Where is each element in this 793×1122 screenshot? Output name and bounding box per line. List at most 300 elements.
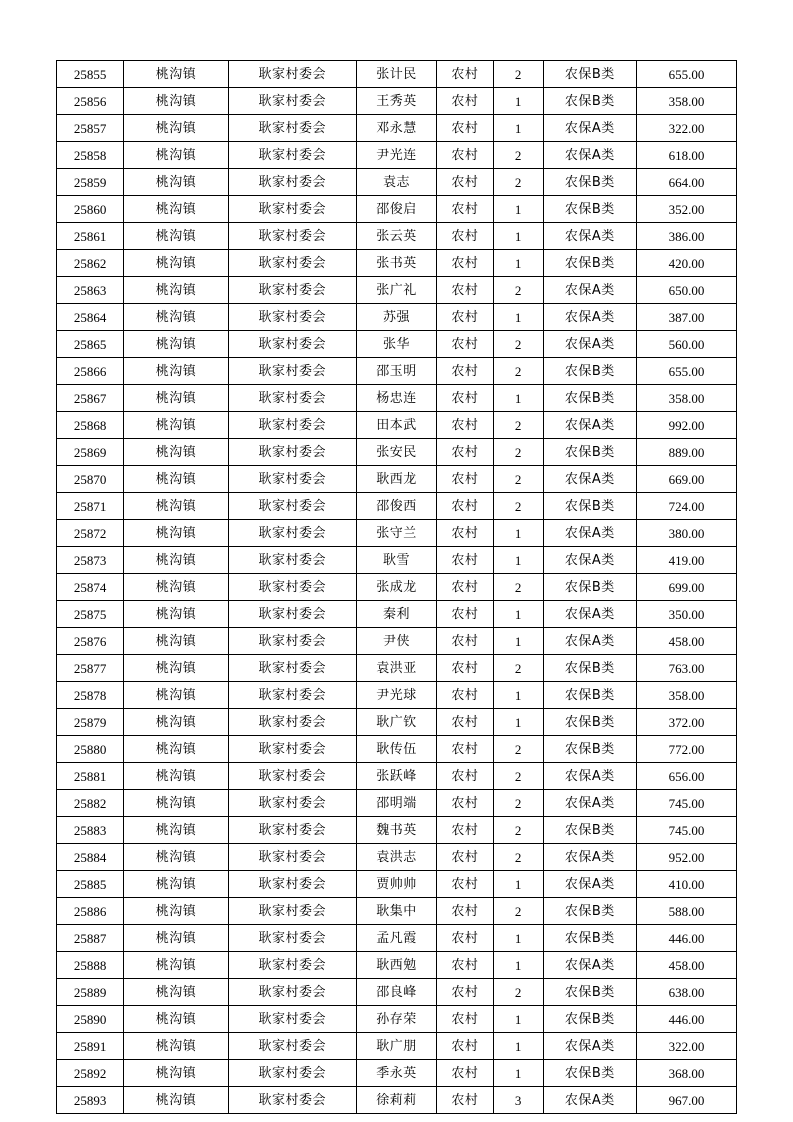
cell-id: 25873 [57,547,124,574]
cell-person-count: 2 [493,61,543,88]
cell-town: 桃沟镇 [124,304,228,331]
cell-category: 农保A类 [543,763,636,790]
cell-category: 农保B类 [543,574,636,601]
table-row [57,223,737,250]
table-row [57,709,737,736]
cell-category: 农保B类 [543,250,636,277]
table-row [57,925,737,952]
cell-household-type: 农村 [437,223,493,250]
cell-village: 耿家村委会 [228,277,356,304]
cell-person-count: 1 [493,223,543,250]
cell-town: 桃沟镇 [124,817,228,844]
cell-category: 农保B类 [543,385,636,412]
table-row [57,817,737,844]
cell-village: 耿家村委会 [228,574,356,601]
cell-id: 25865 [57,331,124,358]
table-row [57,1006,737,1033]
cell-person-count: 1 [493,871,543,898]
cell-name: 孙存荣 [356,1006,436,1033]
cell-village: 耿家村委会 [228,223,356,250]
cell-category: 农保B类 [543,196,636,223]
cell-person-count: 2 [493,358,543,385]
cell-person-count: 1 [493,88,543,115]
cell-amount: 368.00 [637,1060,737,1087]
cell-amount: 992.00 [637,412,737,439]
cell-id: 25879 [57,709,124,736]
cell-town: 桃沟镇 [124,952,228,979]
cell-name: 耿雪 [356,547,436,574]
cell-village: 耿家村委会 [228,817,356,844]
cell-town: 桃沟镇 [124,439,228,466]
cell-name: 邵明端 [356,790,436,817]
table-row [57,439,737,466]
cell-household-type: 农村 [437,844,493,871]
cell-household-type: 农村 [437,1060,493,1087]
cell-town: 桃沟镇 [124,61,228,88]
cell-household-type: 农村 [437,304,493,331]
cell-village: 耿家村委会 [228,466,356,493]
table-row [57,979,737,1006]
cell-category: 农保A类 [543,115,636,142]
cell-amount: 967.00 [637,1087,737,1114]
cell-town: 桃沟镇 [124,1033,228,1060]
cell-id: 25861 [57,223,124,250]
cell-id: 25881 [57,763,124,790]
cell-name: 耿西龙 [356,466,436,493]
cell-category: 农保B类 [543,169,636,196]
cell-person-count: 2 [493,844,543,871]
cell-amount: 560.00 [637,331,737,358]
cell-name: 魏书英 [356,817,436,844]
table-row [57,871,737,898]
cell-town: 桃沟镇 [124,979,228,1006]
cell-person-count: 2 [493,412,543,439]
cell-amount: 372.00 [637,709,737,736]
table-row [57,952,737,979]
cell-name: 邵俊启 [356,196,436,223]
cell-household-type: 农村 [437,574,493,601]
cell-town: 桃沟镇 [124,763,228,790]
cell-household-type: 农村 [437,277,493,304]
cell-category: 农保B类 [543,682,636,709]
cell-town: 桃沟镇 [124,142,228,169]
cell-village: 耿家村委会 [228,88,356,115]
cell-village: 耿家村委会 [228,304,356,331]
cell-amount: 745.00 [637,790,737,817]
cell-person-count: 2 [493,790,543,817]
cell-id: 25867 [57,385,124,412]
cell-id: 25886 [57,898,124,925]
cell-category: 农保B类 [543,898,636,925]
cell-village: 耿家村委会 [228,709,356,736]
cell-id: 25855 [57,61,124,88]
cell-amount: 650.00 [637,277,737,304]
cell-name: 徐莉莉 [356,1087,436,1114]
cell-village: 耿家村委会 [228,1033,356,1060]
cell-category: 农保A类 [543,844,636,871]
cell-household-type: 农村 [437,358,493,385]
cell-village: 耿家村委会 [228,115,356,142]
cell-town: 桃沟镇 [124,628,228,655]
cell-person-count: 2 [493,655,543,682]
cell-household-type: 农村 [437,412,493,439]
cell-category: 农保B类 [543,709,636,736]
cell-category: 农保B类 [543,358,636,385]
cell-person-count: 1 [493,304,543,331]
cell-village: 耿家村委会 [228,142,356,169]
cell-village: 耿家村委会 [228,655,356,682]
cell-person-count: 1 [493,925,543,952]
cell-name: 秦利 [356,601,436,628]
cell-id: 25878 [57,682,124,709]
cell-amount: 458.00 [637,628,737,655]
cell-person-count: 1 [493,952,543,979]
cell-amount: 419.00 [637,547,737,574]
cell-id: 25882 [57,790,124,817]
cell-id: 25871 [57,493,124,520]
cell-category: 农保B类 [543,61,636,88]
cell-name: 邵俊西 [356,493,436,520]
cell-amount: 458.00 [637,952,737,979]
cell-village: 耿家村委会 [228,1087,356,1114]
cell-town: 桃沟镇 [124,223,228,250]
table-row [57,385,737,412]
cell-household-type: 农村 [437,61,493,88]
cell-name: 张云英 [356,223,436,250]
cell-person-count: 2 [493,466,543,493]
cell-category: 农保B类 [543,655,636,682]
cell-person-count: 1 [493,520,543,547]
cell-name: 贾帅帅 [356,871,436,898]
cell-amount: 387.00 [637,304,737,331]
cell-household-type: 农村 [437,628,493,655]
cell-name: 孟凡霞 [356,925,436,952]
table-row [57,412,737,439]
cell-household-type: 农村 [437,115,493,142]
table-row [57,763,737,790]
cell-amount: 655.00 [637,358,737,385]
cell-town: 桃沟镇 [124,331,228,358]
cell-category: 农保A类 [543,520,636,547]
cell-person-count: 2 [493,574,543,601]
cell-village: 耿家村委会 [228,520,356,547]
cell-person-count: 1 [493,196,543,223]
cell-town: 桃沟镇 [124,520,228,547]
table-row [57,466,737,493]
cell-amount: 358.00 [637,385,737,412]
cell-amount: 358.00 [637,88,737,115]
cell-id: 25893 [57,1087,124,1114]
cell-household-type: 农村 [437,925,493,952]
cell-person-count: 1 [493,547,543,574]
cell-name: 张广礼 [356,277,436,304]
table-row [57,61,737,88]
cell-person-count: 2 [493,169,543,196]
cell-name: 张安民 [356,439,436,466]
cell-town: 桃沟镇 [124,385,228,412]
cell-amount: 420.00 [637,250,737,277]
cell-id: 25857 [57,115,124,142]
cell-category: 农保A类 [543,331,636,358]
cell-person-count: 2 [493,763,543,790]
cell-town: 桃沟镇 [124,250,228,277]
cell-name: 耿传伍 [356,736,436,763]
cell-person-count: 2 [493,277,543,304]
cell-category: 农保B类 [543,493,636,520]
cell-category: 农保A类 [543,223,636,250]
cell-category: 农保A类 [543,790,636,817]
cell-town: 桃沟镇 [124,169,228,196]
table-row [57,844,737,871]
cell-person-count: 1 [493,709,543,736]
cell-id: 25868 [57,412,124,439]
cell-amount: 772.00 [637,736,737,763]
cell-id: 25874 [57,574,124,601]
cell-village: 耿家村委会 [228,439,356,466]
cell-category: 农保B类 [543,736,636,763]
cell-name: 张守兰 [356,520,436,547]
table-row [57,493,737,520]
cell-person-count: 2 [493,493,543,520]
cell-id: 25885 [57,871,124,898]
cell-amount: 380.00 [637,520,737,547]
cell-name: 张华 [356,331,436,358]
cell-household-type: 农村 [437,1006,493,1033]
cell-name: 季永英 [356,1060,436,1087]
cell-id: 25869 [57,439,124,466]
cell-id: 25870 [57,466,124,493]
cell-id: 25862 [57,250,124,277]
cell-household-type: 农村 [437,736,493,763]
table-row [57,358,737,385]
table-row [57,250,737,277]
cell-id: 25858 [57,142,124,169]
cell-town: 桃沟镇 [124,790,228,817]
cell-name: 田本武 [356,412,436,439]
table-row [57,1060,737,1087]
cell-town: 桃沟镇 [124,682,228,709]
cell-category: 农保A类 [543,1033,636,1060]
cell-name: 耿集中 [356,898,436,925]
cell-name: 耿广钦 [356,709,436,736]
cell-id: 25892 [57,1060,124,1087]
cell-town: 桃沟镇 [124,277,228,304]
cell-person-count: 1 [493,682,543,709]
cell-amount: 588.00 [637,898,737,925]
cell-id: 25866 [57,358,124,385]
cell-person-count: 2 [493,736,543,763]
cell-person-count: 1 [493,250,543,277]
table-row [57,520,737,547]
cell-household-type: 农村 [437,979,493,1006]
cell-village: 耿家村委会 [228,493,356,520]
cell-town: 桃沟镇 [124,898,228,925]
cell-household-type: 农村 [437,682,493,709]
table-row [57,601,737,628]
cell-category: 农保B类 [543,1060,636,1087]
cell-town: 桃沟镇 [124,412,228,439]
table-row [57,682,737,709]
cell-amount: 664.00 [637,169,737,196]
cell-category: 农保A类 [543,871,636,898]
table-row [57,628,737,655]
table-row [57,655,737,682]
cell-town: 桃沟镇 [124,115,228,142]
cell-household-type: 农村 [437,1033,493,1060]
cell-id: 25860 [57,196,124,223]
cell-town: 桃沟镇 [124,1060,228,1087]
cell-person-count: 2 [493,439,543,466]
cell-household-type: 农村 [437,817,493,844]
cell-amount: 763.00 [637,655,737,682]
cell-category: 农保A类 [543,304,636,331]
cell-household-type: 农村 [437,601,493,628]
cell-category: 农保A类 [543,1087,636,1114]
cell-town: 桃沟镇 [124,844,228,871]
cell-person-count: 1 [493,385,543,412]
cell-name: 尹侠 [356,628,436,655]
cell-category: 农保B类 [543,1006,636,1033]
cell-town: 桃沟镇 [124,493,228,520]
table-row [57,196,737,223]
cell-name: 尹光球 [356,682,436,709]
cell-household-type: 农村 [437,655,493,682]
cell-category: 农保A类 [543,547,636,574]
cell-amount: 699.00 [637,574,737,601]
cell-id: 25884 [57,844,124,871]
cell-household-type: 农村 [437,871,493,898]
cell-village: 耿家村委会 [228,385,356,412]
cell-amount: 446.00 [637,1006,737,1033]
cell-household-type: 农村 [437,952,493,979]
cell-amount: 410.00 [637,871,737,898]
cell-name: 袁洪志 [356,844,436,871]
cell-village: 耿家村委会 [228,736,356,763]
table-row [57,736,737,763]
cell-household-type: 农村 [437,898,493,925]
cell-name: 尹光连 [356,142,436,169]
cell-name: 邵玉明 [356,358,436,385]
cell-household-type: 农村 [437,466,493,493]
cell-amount: 655.00 [637,61,737,88]
table-row [57,142,737,169]
cell-id: 25883 [57,817,124,844]
cell-name: 邓永慧 [356,115,436,142]
cell-category: 农保B类 [543,817,636,844]
cell-town: 桃沟镇 [124,88,228,115]
cell-town: 桃沟镇 [124,1006,228,1033]
cell-household-type: 农村 [437,790,493,817]
table-row [57,898,737,925]
cell-person-count: 1 [493,1006,543,1033]
cell-id: 25888 [57,952,124,979]
cell-name: 王秀英 [356,88,436,115]
cell-id: 25880 [57,736,124,763]
cell-town: 桃沟镇 [124,358,228,385]
cell-village: 耿家村委会 [228,628,356,655]
cell-category: 农保B类 [543,979,636,1006]
cell-household-type: 农村 [437,88,493,115]
cell-person-count: 2 [493,898,543,925]
table-row [57,1087,737,1114]
cell-person-count: 1 [493,1033,543,1060]
cell-id: 25859 [57,169,124,196]
cell-village: 耿家村委会 [228,898,356,925]
cell-category: 农保A类 [543,412,636,439]
cell-town: 桃沟镇 [124,574,228,601]
cell-village: 耿家村委会 [228,682,356,709]
cell-category: 农保A类 [543,466,636,493]
cell-name: 张成龙 [356,574,436,601]
cell-amount: 638.00 [637,979,737,1006]
cell-household-type: 农村 [437,547,493,574]
cell-village: 耿家村委会 [228,547,356,574]
cell-amount: 322.00 [637,115,737,142]
cell-village: 耿家村委会 [228,331,356,358]
cell-amount: 889.00 [637,439,737,466]
cell-id: 25890 [57,1006,124,1033]
cell-village: 耿家村委会 [228,925,356,952]
cell-amount: 618.00 [637,142,737,169]
cell-village: 耿家村委会 [228,412,356,439]
cell-village: 耿家村委会 [228,844,356,871]
table-row [57,331,737,358]
cell-household-type: 农村 [437,1087,493,1114]
cell-name: 张计民 [356,61,436,88]
cell-town: 桃沟镇 [124,601,228,628]
cell-household-type: 农村 [437,331,493,358]
cell-name: 袁洪亚 [356,655,436,682]
cell-town: 桃沟镇 [124,736,228,763]
cell-household-type: 农村 [437,169,493,196]
cell-amount: 669.00 [637,466,737,493]
cell-id: 25864 [57,304,124,331]
cell-person-count: 1 [493,628,543,655]
cell-household-type: 农村 [437,142,493,169]
cell-amount: 322.00 [637,1033,737,1060]
cell-person-count: 1 [493,1060,543,1087]
cell-person-count: 2 [493,142,543,169]
cell-amount: 656.00 [637,763,737,790]
cell-household-type: 农村 [437,493,493,520]
table-row [57,169,737,196]
cell-village: 耿家村委会 [228,169,356,196]
cell-household-type: 农村 [437,196,493,223]
cell-town: 桃沟镇 [124,547,228,574]
cell-amount: 446.00 [637,925,737,952]
cell-id: 25863 [57,277,124,304]
cell-village: 耿家村委会 [228,871,356,898]
cell-id: 25875 [57,601,124,628]
cell-person-count: 2 [493,331,543,358]
cell-id: 25876 [57,628,124,655]
table-row [57,277,737,304]
cell-name: 杨忠连 [356,385,436,412]
cell-amount: 386.00 [637,223,737,250]
cell-amount: 352.00 [637,196,737,223]
cell-amount: 952.00 [637,844,737,871]
cell-person-count: 3 [493,1087,543,1114]
cell-category: 农保B类 [543,439,636,466]
cell-name: 耿西勉 [356,952,436,979]
cell-id: 25877 [57,655,124,682]
cell-village: 耿家村委会 [228,196,356,223]
cell-village: 耿家村委会 [228,763,356,790]
cell-category: 农保A类 [543,601,636,628]
cell-town: 桃沟镇 [124,925,228,952]
cell-village: 耿家村委会 [228,1060,356,1087]
cell-village: 耿家村委会 [228,601,356,628]
